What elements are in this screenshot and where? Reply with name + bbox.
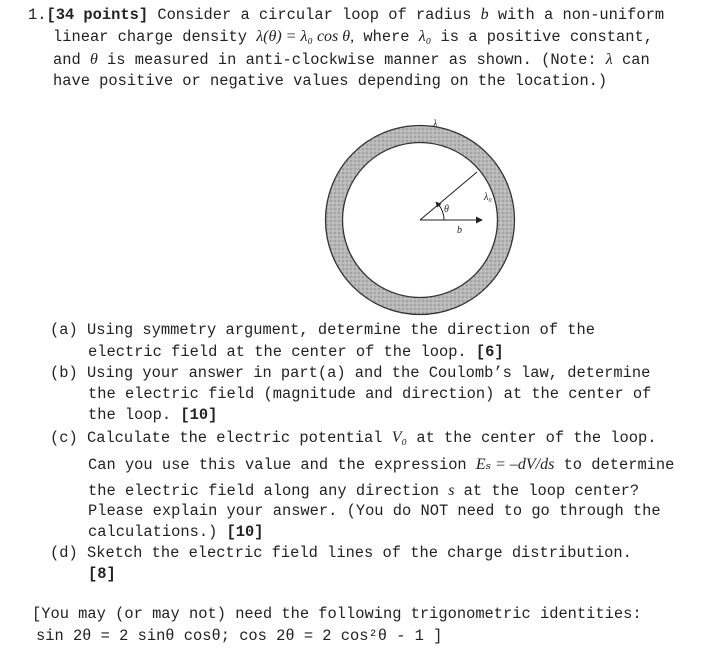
figure-theta-label: θ [444, 204, 449, 215]
part-text: at the loop center? [454, 482, 640, 500]
part-d-points: [8] [88, 565, 116, 583]
radius-symbol: b [480, 6, 489, 23]
part-c-line-5 [88, 522, 264, 543]
part-text: Calculate the electric potential [86, 429, 392, 447]
lambda0-symbol: λ₀ [418, 28, 432, 45]
figure-lambda0-label: λ₀ [484, 192, 492, 203]
part-text: Sketch the electric field lines of the charge distribution. [86, 544, 632, 562]
direction-symbol: s [448, 482, 455, 499]
intro-text: linear charge density [53, 28, 257, 46]
part-b-line-2: the electric field (magnitude and direction) at the center of [88, 385, 652, 403]
part-b-tag: (b) [50, 364, 78, 382]
identities-note-line-1: [You may (or may not) need the following trigonometric identities: [32, 605, 642, 623]
part-text: Can you use this value and the expression [88, 456, 476, 474]
part-text: the electric field along any direction [88, 482, 449, 500]
part-a-points: [6] [475, 343, 504, 361]
charge-density-formula: λ(θ) = λ₀ cos θ, [256, 28, 355, 45]
part-text: calculations.) [88, 523, 227, 541]
field-expression: Eₛ = –dV/ds [475, 456, 555, 473]
theta-symbol: θ [89, 51, 98, 68]
intro-text: and [53, 51, 90, 69]
potential-symbol: V₀ [391, 429, 408, 446]
problem-number: 1. [28, 6, 47, 24]
part-a-line-1 [50, 320, 595, 341]
problem-line-1 [28, 4, 664, 26]
intro-text: Consider a circular loop of radius [148, 6, 481, 24]
part-a-line-2 [88, 342, 504, 363]
intro-text: with a non-uniform [488, 6, 665, 24]
part-text: Using symmetry argument, determine the direction of the [86, 321, 595, 339]
problem-line-3 [53, 49, 650, 71]
part-c-line-2 [88, 454, 674, 476]
part-c-line-4: Please explain your answer. (You do NOT need to go through the [88, 502, 661, 520]
part-b-line-1 [50, 363, 650, 384]
part-c-tag: (c) [50, 429, 78, 447]
intro-text: is measured in anti-clockwise manner as shown. (Note: [97, 51, 606, 69]
part-text: to determine [554, 456, 675, 474]
part-c-points: [10] [226, 523, 264, 541]
part-d-tag: (d) [50, 544, 78, 562]
points-label: [34 points] [46, 6, 149, 24]
part-text: at the center of the loop. [407, 429, 657, 447]
intro-text: is a positive constant, [431, 28, 653, 46]
part-c-line-3 [88, 480, 639, 502]
part-a-tag: (a) [50, 321, 78, 339]
charged-loop-figure [310, 108, 530, 328]
part-b-points: [10] [180, 406, 218, 424]
identities-note-line-2: sin 2θ = 2 sinθ cosθ; cos 2θ = 2 cos²θ - 1 ] [36, 627, 443, 645]
lambda-symbol: λ [605, 51, 613, 68]
intro-text: can [612, 51, 650, 69]
problem-line-2 [53, 26, 653, 48]
figure-lambda-label: λ [433, 119, 438, 130]
figure-b-label: b [457, 225, 462, 236]
part-c-line-1 [50, 427, 656, 449]
part-text: Using your answer in part(a) and the Coulomb’s law, determine [86, 364, 651, 382]
part-d-line-2 [88, 564, 116, 585]
intro-text: where [354, 28, 419, 46]
part-b-line-3 [88, 405, 217, 426]
part-d-line-1 [50, 543, 632, 564]
reference-arrow-head [476, 217, 483, 224]
problem-line-4: have positive or negative values depending on the location.) [53, 72, 608, 90]
part-text: electric field at the center of the loop. [88, 343, 476, 361]
part-text: the loop. [88, 406, 181, 424]
